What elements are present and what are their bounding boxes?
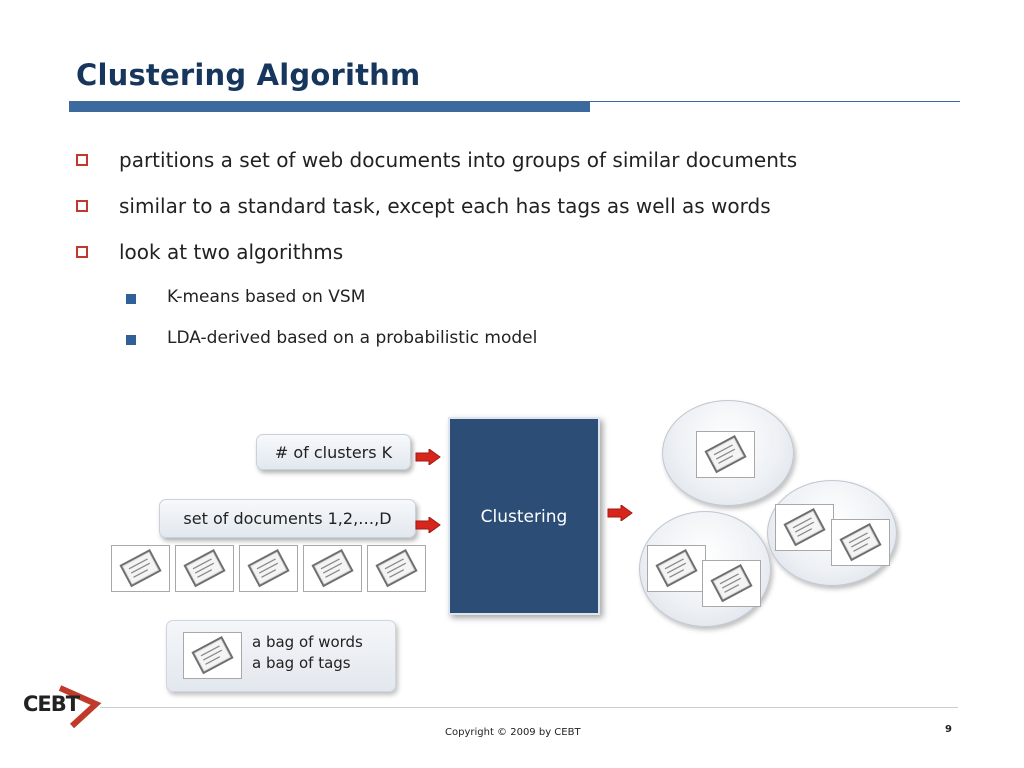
right-arrow-icon — [415, 517, 441, 533]
legend-line-tags: a bag of tags — [252, 654, 351, 672]
document-icon — [183, 632, 242, 679]
hollow-square-bullet-icon — [76, 154, 88, 166]
slide-title: Clustering Algorithm — [76, 58, 421, 92]
hollow-square-bullet-icon — [76, 200, 88, 212]
documents-label: set of documents 1,2,…,D — [183, 509, 392, 528]
bullet-text: similar to a standard task, except each has tags as well as words — [119, 194, 771, 218]
document-icon — [831, 519, 890, 566]
document-icon — [775, 504, 834, 551]
clustering-label: Clustering — [480, 507, 568, 527]
clustering-process-box — [448, 417, 600, 615]
document-icon — [696, 431, 755, 478]
bullet-text: look at two algorithms — [119, 240, 344, 264]
document-icon — [111, 545, 170, 592]
cebt-logo — [22, 682, 102, 728]
clusters-k-callout — [256, 434, 411, 470]
bullet-text: partitions a set of web documents into groups of similar documents — [119, 148, 798, 172]
legend-text — [252, 632, 363, 674]
document-icon — [647, 545, 706, 592]
sub-bullet-text: LDA-derived based on a probabilistic model — [167, 328, 538, 348]
right-arrow-icon — [415, 449, 441, 465]
clusters-k-label: # of clusters K — [274, 442, 393, 462]
right-arrow-icon — [607, 505, 633, 521]
document-icon — [367, 545, 426, 592]
document-icon — [303, 545, 362, 592]
title-underline-thick — [69, 101, 590, 112]
copyright-text: Copyright © 2009 by CEBT — [445, 727, 581, 738]
title-underline-thin — [590, 101, 960, 102]
legend-line-words: a bag of words — [252, 633, 363, 651]
page-number: 9 — [945, 724, 952, 735]
footer-divider — [100, 707, 958, 708]
document-icon — [702, 560, 761, 607]
filled-square-bullet-icon — [126, 335, 136, 345]
hollow-square-bullet-icon — [76, 246, 88, 258]
sub-bullet-text: K-means based on VSM — [167, 287, 366, 307]
document-icon — [175, 545, 234, 592]
filled-square-bullet-icon — [126, 294, 136, 304]
documents-callout — [159, 499, 416, 538]
document-icon — [239, 545, 298, 592]
logo-text: CEBT — [23, 692, 80, 716]
